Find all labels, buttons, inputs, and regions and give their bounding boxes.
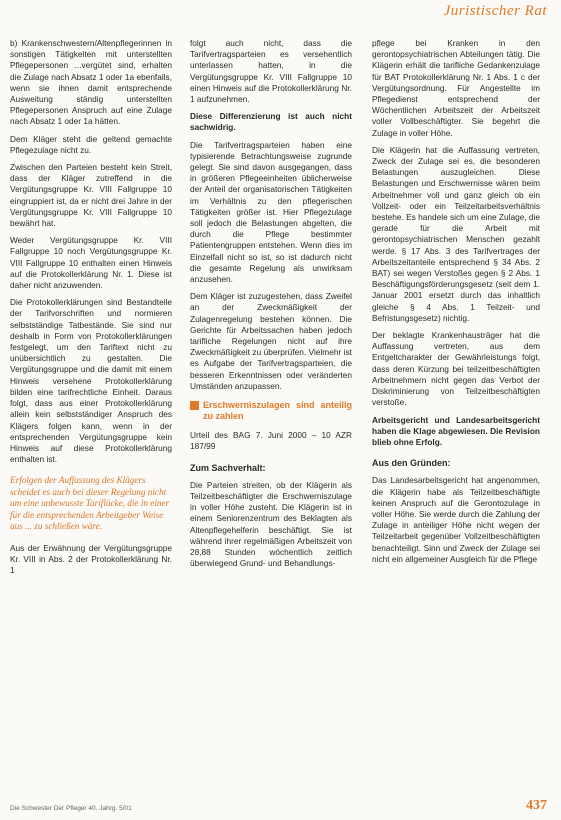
- paragraph: Weder Vergütungsgruppe Kr. VIII Fallgruppe 10 noch Vergütungsgruppe Kr. VIII Fallgruppe 10 enthalten einen Hinweis auf die Protokollerklärung Nr. 1. Diese ist daher nicht anzuwenden.: [10, 235, 172, 291]
- paragraph: Dem Kläger ist zuzugestehen, dass Zweifel an der Zweckmäßigkeit der Zulagenregelung bestehen können. Die Gerichte für Arbeitssachen haben jedoch tarifliche Regelungen nicht auf ihre Zweckmäßigkeit zu überprüfen. Vielmehr ist es Aufgabe der Tarifvertragsparteien, die besseren Erkenntnissen oder veränderten Umständen anzupassen.: [190, 291, 352, 391]
- paragraph: Die Parteien streiten, ob der Klägerin als Teilzeitbeschäftigter die Erschwerniszulage in voller Höhe zusteht. Die Klägerin ist in einem Seniorenzentrum des Beklagten als Altenpflegehelferin beschäftigt. Sie ist während ihrer regelmäßigen Arbeitszeit von 28,88 Stunden wöchentlich zeitlich überwiegend Grund- und Behandlungs-: [190, 479, 352, 569]
- column-2: [190, 38, 352, 575]
- paragraph: Die Tarifvertragsparteien haben eine typisierende Betrachtungsweise zugrunde gelegt. Sie sind davon ausgegangen, dass in größeren Pflegeeinheiten üblicherweise der Anteil der organisatorischen Tätigkeiten im Verhältnis zu den pflegerischen Tätigkeiten größer ist. Hier Pflegezulage soll jedoch die Belastungen abgelten, die durch die Pflege bestimmter Patientengruppen entstehen. Wenn dies im Einzelfall nicht so ist, so ist dadurch nicht die gesamte Regelung als unwirksam anzusehen.: [190, 139, 352, 285]
- paragraph: Das Landesarbeitsgericht hat angenommen, die Klägerin habe als Teilzeitbeschäftigte keinen Anspruch auf die Gerontozulage in voller Höhe. Sie werde durch die Zahlung der Zulage in anteiliger Höhe nicht wegen der Teilzeitarbeit gegenüber Vollzeitbeschäftigten benachteiligt. Sinn und Zweck der Zulage sei nicht ein allgemeiner Ausgleich für die Pflege: [372, 475, 540, 564]
- header-band: [0, 0, 561, 28]
- paragraph: folgt auch nicht, dass die Tarifvertragsparteien es versehentlich unterlassen hatten, in die Vergütungsgruppe Kr. VIII Fallgruppe 10 einen Hinweis auf die Protokollerklärung Nr. 1 aufzunehmen.: [190, 38, 352, 105]
- paragraph: Die Klägerin hat die Auffassung vertreten, Zweck der Zulage sei es, die besonderen Belastungen auszugleichen. Diese Belastungen und Erschwernisse wären beim Arbeitnehmer voll und ganz gleich ob ein Vollzeit- oder ein Teilzeitarbeitsverhältnis bestehe. Es handele sich um eine Zulage, die gerade für die Arbeit mit gerontopsychiatrischen Menschen gezahlt werde. § 17 Abs. 3 des Tarifvertrages der Arbeitszeitanteile entsprechend § 34 Abs. 2 BAT) sei wegen Verstoßes gegen § 2 Abs. 1 Beschäftigungsförderungsgesetz (seit dem 1. Januar 2001 ersetzt durch das inhaltlich gleiche § 4 Abs. 1 Teilzeit- und Befristungsgesetz) nichtig.: [372, 144, 540, 323]
- bold-paragraph: Diese Differenzierung ist auch nicht sachwidrig.: [190, 111, 352, 133]
- journal-footer: Die Schwester Der Pfleger 40. Jahrg. 5/01: [10, 805, 132, 812]
- paragraph: Die Protokollerklärungen sind Bestandteile der Tarifvorschriften und normieren selbstständige Tatbestände. Sie sind nur deshalb in Form von Protokollerklärungen festgelegt, um den Tariftext nicht zu unübersichtlich zu gestalten. Die Vergütungsgruppe und die damit mit einem Hinweis versehene Protokollerklärung bilden eine tarifrechtliche Einheit. Daraus folgt, dass aus einer Protokollerklärung allein kein selbstständiger Anspruch des Klägers folgen kann, wenn in der entsprechenden Vergütungsgruppe kein Hinweis auf diese Protokollerklärung enthalten ist.: [10, 297, 172, 465]
- pull-quote: Erfolgen der Auffassung des Klägers scheidet es auch bei dieser Regelung nicht um eine unbewusste Tariflücke, die in einer für die entsprechenden Arbeitgeber Weise aus ... zu schließen wäre.: [10, 475, 170, 532]
- section-title: Juristischer Rat: [443, 3, 547, 19]
- paragraph: b) Krankenschwestern/Altenpflegerinnen in sonstigen Tätigkeiten mit unterstellten Pflegepersonen ...vergütet sind, erhalten die Zulage nach Absatz 1 oder 1a ebenfalls, wenn sie ihnen damit entsprechende Ausweitung ständig unterstellten Pflegepersonen Anspruch auf eine Zulage nach Absatz 1 oder 1a hätten.: [10, 38, 172, 127]
- column-3: [372, 38, 540, 571]
- sub-heading: Aus den Gründen:: [372, 458, 451, 469]
- square-bullet-icon: [190, 401, 199, 410]
- section-heading: [190, 400, 352, 422]
- paragraph: pflege bei Kranken in den gerontopsychiatrischen Abteilungen tätig. Die Klägerin erhält die tarifliche Gedankenzulage für BAT Protokollerklärung Nr. 1 Abs. 1 c der Vergütungsordnung. Für Angestellte im Pflegedienst entsprechend der Wöchentlichen Arbeitszeit der Arbeitszeit voller Vollbeschäftigter. Sie begehrt die Zulage in voller Höhe.: [372, 38, 540, 138]
- section-heading-text: Erschwerniszulagen sind anteilig zu zahlen: [203, 400, 352, 422]
- page-number: 437: [526, 798, 547, 813]
- bold-paragraph: Arbeitsgericht und Landesarbeitsgericht haben die Klage abgewiesen. Die Revision blieb ohne Erfolg.: [372, 414, 540, 447]
- paragraph: Aus der Erwähnung der Vergütungsgruppe Kr. VIII in Abs. 2 der Protokollerklärung Nr. 1: [10, 542, 172, 576]
- column-1: [10, 38, 172, 582]
- citation: Urteil des BAG 7. Juni 2000 – 10 AZR 187/99: [190, 430, 352, 452]
- paragraph: Der beklagte Krankenhausträger hat die Auffassung vertreten, aus dem Entgeltcharakter der Gewährleistungs folgt, dass deren Kürzung bei teilzeitbeschäftigten Arbeitnehmern nicht gegen das Verbot der Diskriminierung von Teilzeitbeschäftigten verstoße.: [372, 330, 540, 408]
- paragraph: Zwischen den Parteien besteht kein Streit, dass der Kläger zutreffend in die Vergütungsgruppe Kr. VIII Fallgruppe 10 eingruppiert ist, da er nicht drei Jahre in der Vergütungsgruppe Kr. VIII Fallgruppe 10 bewährt hat.: [10, 162, 172, 229]
- sub-heading: Zum Sachverhalt:: [190, 462, 266, 473]
- paragraph: Dem Kläger steht die geltend gemachte Pflegezulage nicht zu.: [10, 133, 172, 155]
